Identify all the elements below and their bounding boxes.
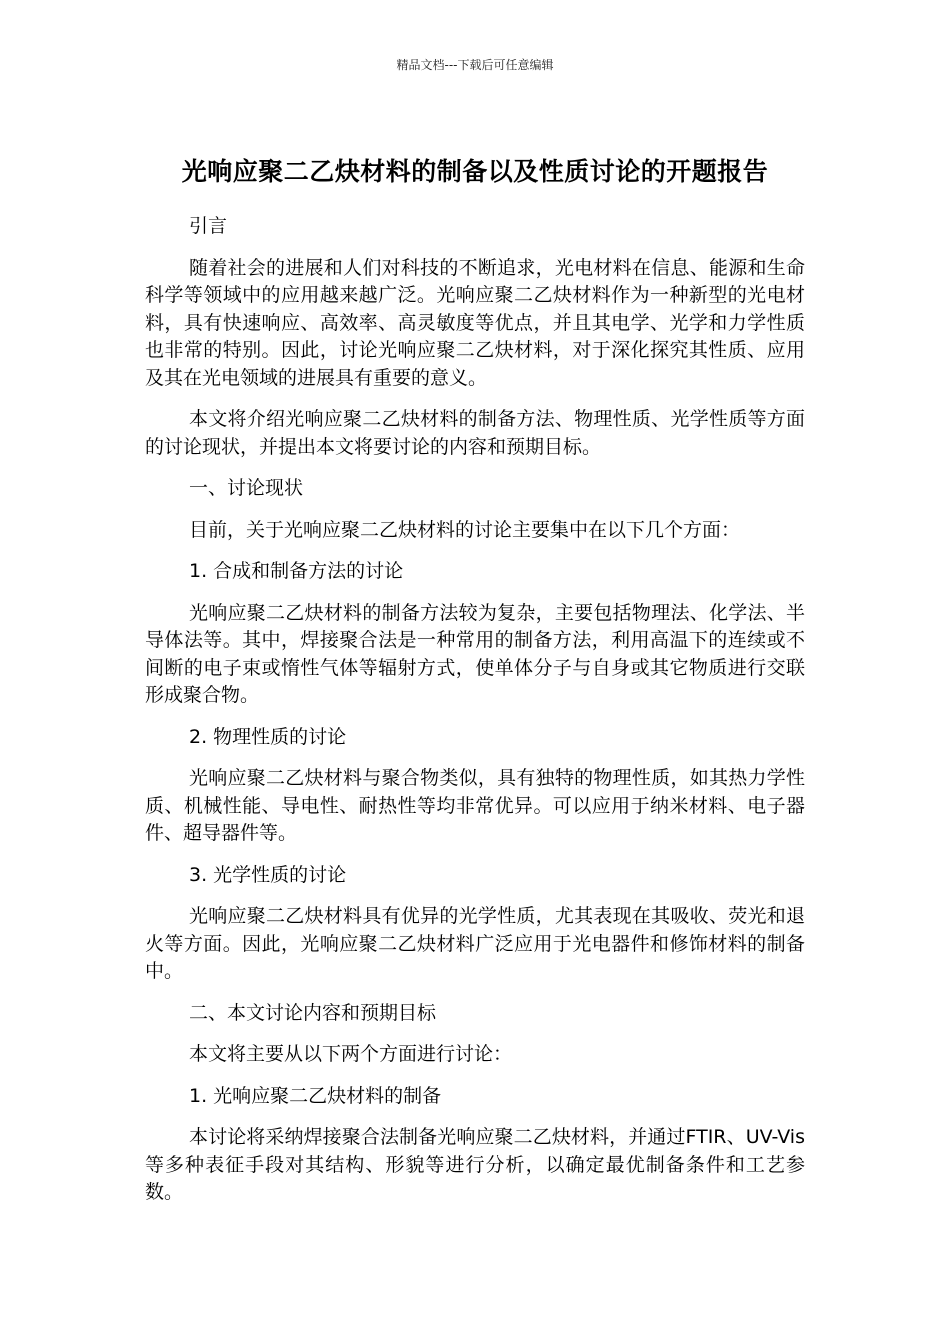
heading-research-status: 一、讨论现状 [189, 477, 304, 499]
paragraph-status-intro: 目前，关于光响应聚二乙炔材料的讨论主要集中在以下几个方面： [189, 518, 741, 541]
paragraph-optical: 光响应聚二乙炔材料具有优异的光学性质，尤其表现在其吸收、荧光和退火等方面。因此，光响应聚二乙炔材料广泛应用于光电器件和修饰材料的制备中。 [145, 905, 805, 982]
document-title: 光响应聚二乙炔材料的制备以及性质讨论的开题报告 [181, 156, 769, 186]
subheading-preparation: 1. 光响应聚二乙炔材料的制备 [189, 1084, 442, 1107]
document-body [145, 213, 805, 1221]
paragraph-background: 随着社会的进展和人们对科技的不断追求，光电材料在信息、能源和生命科学等领域中的应用越来越广泛。光响应聚二乙炔材料作为一种新型的光电材料，具有快速响应、高效率、高灵敏度等优点，并且其电学、光学和力学性质也非常的特别。因此，讨论光响应聚二乙炔材料，对于深化探究其性质、应用及其在光电领域的进展具有重要的意义。 [145, 256, 805, 389]
heading-introduction: 引言 [189, 215, 228, 237]
subheading-synthesis: 1. 合成和制备方法的讨论 [189, 560, 404, 582]
paragraph-physical: 光响应聚二乙炔材料与聚合物类似，具有独特的物理性质，如其热力学性质、机械性能、导电性、耐热性等均非常优异。可以应用于纳米材料、电子器件、超导器件等。 [145, 767, 805, 844]
paragraph-goals-intro: 本文将主要从以下两个方面进行讨论： [189, 1043, 513, 1065]
paragraph-preparation: 本讨论将采纳焊接聚合法制备光响应聚二乙炔材料，并通过FTIR、UV-Vis等多种表征手段对其结构、形貌等进行分析，以确定最优制备条件和工艺参数。 [145, 1126, 805, 1203]
subheading-optical: 3. 光学性质的讨论 [189, 863, 347, 886]
page-header: 精品文档---下载后可任意编辑 [396, 58, 554, 72]
paragraph-synthesis: 光响应聚二乙炔材料的制备方法较为复杂，主要包括物理法、化学法、半导体法等。其中，焊接聚合法是一种常用的制备方法，利用高温下的连续或不间断的电子束或惰性气体等辐射方式，使单体分子与自身或其它物质进行交联形成聚合物。 [145, 601, 805, 706]
subheading-physical: 2. 物理性质的讨论 [189, 725, 347, 748]
heading-goals: 二、本文讨论内容和预期目标 [189, 1001, 437, 1024]
paragraph-overview: 本文将介绍光响应聚二乙炔材料的制备方法、物理性质、光学性质等方面的讨论现状，并提出本文将要讨论的内容和预期目标。 [145, 408, 805, 458]
